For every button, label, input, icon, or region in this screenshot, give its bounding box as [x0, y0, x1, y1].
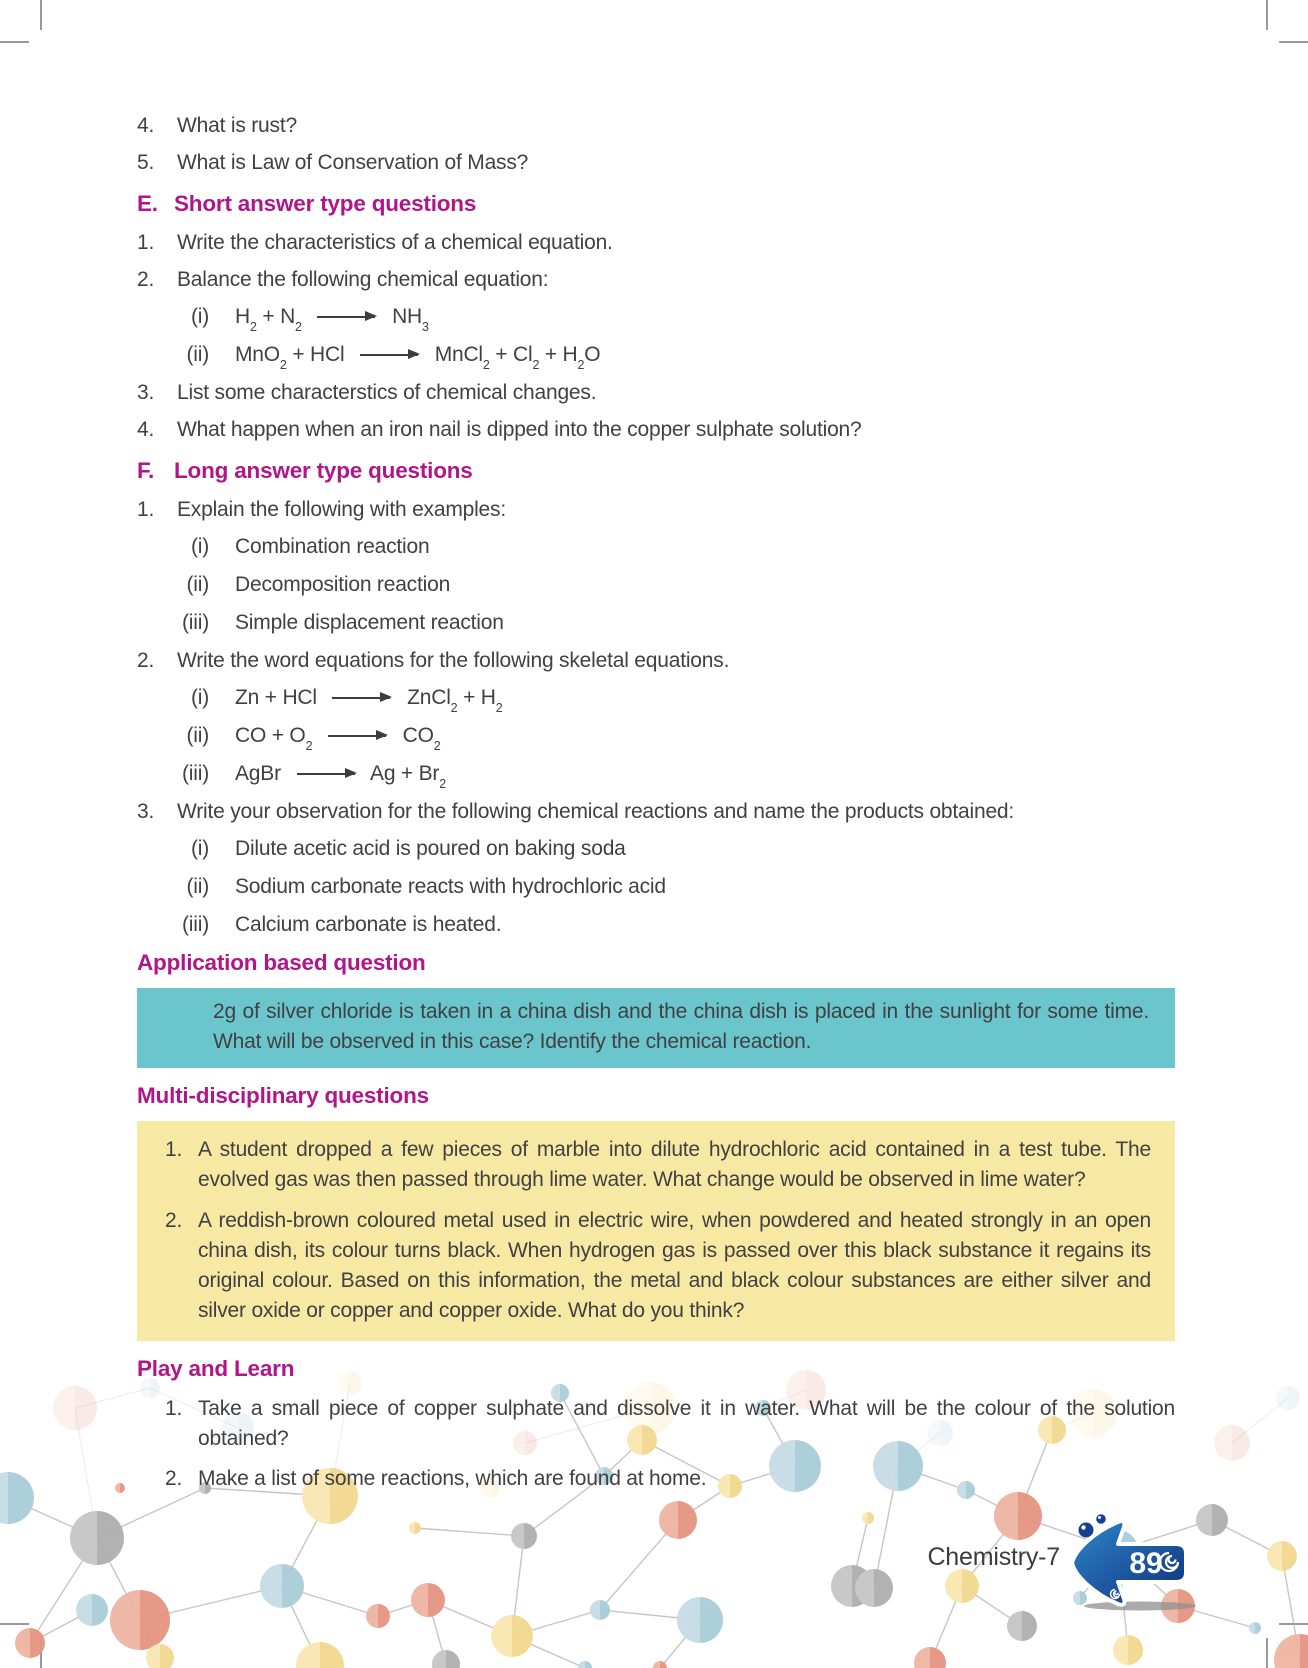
item-number: 2.	[165, 1467, 183, 1490]
sub-item-number: (iii)	[182, 913, 209, 936]
question-number: 2.	[137, 268, 155, 291]
sub-item	[137, 873, 1175, 901]
page-content	[137, 112, 1175, 1504]
question-number: 4.	[137, 114, 155, 137]
sub-item-text: Dilute acetic acid is poured on baking soda	[235, 837, 626, 860]
crop-mark	[40, 0, 42, 30]
question-text: What is Law of Conservation of Mass?	[177, 151, 529, 174]
chemical-equation: Zn + HCl ZnCl$_2$ + $H_2$	[235, 686, 503, 716]
question-number: 1.	[137, 498, 155, 521]
question-item	[137, 798, 1175, 826]
item-text: A student dropped a few pieces of marble into dilute hydrochloric acid contained in a test tube. The evolved gas was then passed through lime water. What change would be observed in lime water?	[198, 1138, 1151, 1191]
play-and-learn-item	[137, 1464, 1175, 1494]
item-text: Make a list of some reactions, which are found at home.	[198, 1467, 707, 1490]
multidisciplinary-item	[165, 1135, 1151, 1195]
sub-item-number: (i)	[190, 837, 209, 860]
sub-item-number: (i)	[190, 686, 209, 709]
page-number: 89	[1129, 1547, 1163, 1580]
sub-item	[137, 835, 1175, 863]
reaction-arrow-icon	[328, 735, 386, 737]
sub-item-number: (i)	[190, 535, 209, 558]
reaction-arrow-icon	[317, 316, 375, 318]
page-number-badge-graphic	[1058, 1506, 1208, 1616]
section-letter: F.	[137, 458, 155, 483]
question-text: What is rust?	[177, 114, 297, 137]
equation-item	[137, 760, 1175, 792]
question-number: 4.	[137, 418, 155, 441]
chemical-equation: $H_2 + N_2$ $NH_3$	[235, 305, 429, 335]
sub-item-number: (i)	[190, 305, 209, 328]
question-item	[137, 379, 1175, 407]
application-question-box	[137, 988, 1175, 1068]
equation-item	[137, 341, 1175, 373]
equation-item	[137, 303, 1175, 335]
sub-item-number: (iii)	[182, 762, 209, 785]
question-number: 2.	[137, 649, 155, 672]
question-text: List some characterstics of chemical changes.	[177, 381, 597, 404]
sub-item-number: (ii)	[186, 724, 209, 747]
reaction-arrow-icon	[360, 354, 418, 356]
sub-item	[137, 609, 1175, 637]
application-heading: Application based question	[137, 950, 426, 975]
play-and-learn-heading: Play and Learn	[137, 1356, 295, 1381]
sub-item	[137, 533, 1175, 561]
sub-item-number: (ii)	[186, 573, 209, 596]
item-text: Take a small piece of copper sulphate and dissolve it in water. What will be the colour of the solution obtained?	[198, 1397, 1175, 1450]
crop-mark	[1266, 0, 1268, 30]
play-and-learn-item	[137, 1394, 1175, 1454]
equation-item	[137, 684, 1175, 716]
chemical-equation: AgBr $Ag + Br_2$	[235, 762, 446, 792]
item-number: 1.	[165, 1397, 183, 1420]
item-number: 2.	[165, 1209, 183, 1232]
sub-item-number: (iii)	[182, 611, 209, 634]
chemical-equation: MnO$_2$ + HCl MnCl$_2$ + $Cl_2 + H_2O$	[235, 343, 601, 373]
section-letter: E.	[137, 191, 158, 216]
question-item	[137, 112, 1175, 140]
question-item	[137, 416, 1175, 444]
chemical-equation: CO + $O_2$ $CO_2$	[235, 724, 441, 754]
item-text: A reddish-brown coloured metal used in electric wire, when powdered and heated strongly in an open china dish, its colour turns black. When hydrogen gas is passed over this black substance it regains its original colour. Based on this information, the metal and black colour substances are either silver and silver oxide or copper and copper oxide. What do you think?	[198, 1209, 1151, 1322]
equation-item	[137, 722, 1175, 754]
question-number: 3.	[137, 381, 155, 404]
question-text: Explain the following with examples:	[177, 498, 506, 521]
question-item	[137, 647, 1175, 675]
multidisciplinary-item	[165, 1206, 1151, 1326]
item-number: 1.	[165, 1138, 183, 1161]
question-number: 1.	[137, 231, 155, 254]
sub-item-text: Sodium carbonate reacts with hydrochloric acid	[235, 875, 666, 898]
page-number-badge	[1058, 1506, 1208, 1616]
question-item	[137, 496, 1175, 524]
question-text: Balance the following chemical equation:	[177, 268, 549, 291]
question-text: Write your observation for the following chemical reactions and name the products obtained:	[177, 800, 1015, 823]
badge-shadow	[1084, 1602, 1196, 1611]
sub-item-number: (ii)	[186, 343, 209, 366]
multidisciplinary-box	[137, 1121, 1175, 1341]
question-text: Write the word equations for the following skeletal equations.	[177, 649, 730, 672]
sub-item-number: (ii)	[186, 875, 209, 898]
crop-mark	[0, 41, 29, 43]
reaction-arrow-icon	[332, 697, 390, 699]
section-title: Short answer type questions	[174, 191, 477, 216]
question-text: Write the characteristics of a chemical equation.	[177, 231, 613, 254]
question-item	[137, 266, 1175, 294]
question-number: 3.	[137, 800, 155, 823]
section-e-heading	[137, 190, 1175, 218]
reaction-arrow-icon	[297, 773, 355, 775]
question-item	[137, 149, 1175, 177]
question-text: What happen when an iron nail is dipped into the copper sulphate solution?	[177, 418, 862, 441]
section-title: Long answer type questions	[174, 458, 473, 483]
application-question-text: 2g of silver chloride is taken in a china dish and the china dish is placed in the sunlight for some time. What will be observed in this case? Identify the chemical reaction.	[213, 1000, 1149, 1053]
question-number: 5.	[137, 151, 155, 174]
crop-mark	[1279, 41, 1308, 43]
multidisciplinary-heading: Multi-disciplinary questions	[137, 1083, 429, 1108]
sub-item-text: Simple displacement reaction	[235, 611, 504, 634]
sub-item-text: Combination reaction	[235, 535, 430, 558]
question-item	[137, 229, 1175, 257]
sub-item-text: Calcium carbonate is heated.	[235, 913, 502, 936]
sub-item	[137, 571, 1175, 599]
sub-item-text: Decomposition reaction	[235, 573, 451, 596]
section-f-heading	[137, 457, 1175, 485]
sub-item	[137, 911, 1175, 939]
book-title-label: Chemistry-7	[927, 1543, 1060, 1571]
